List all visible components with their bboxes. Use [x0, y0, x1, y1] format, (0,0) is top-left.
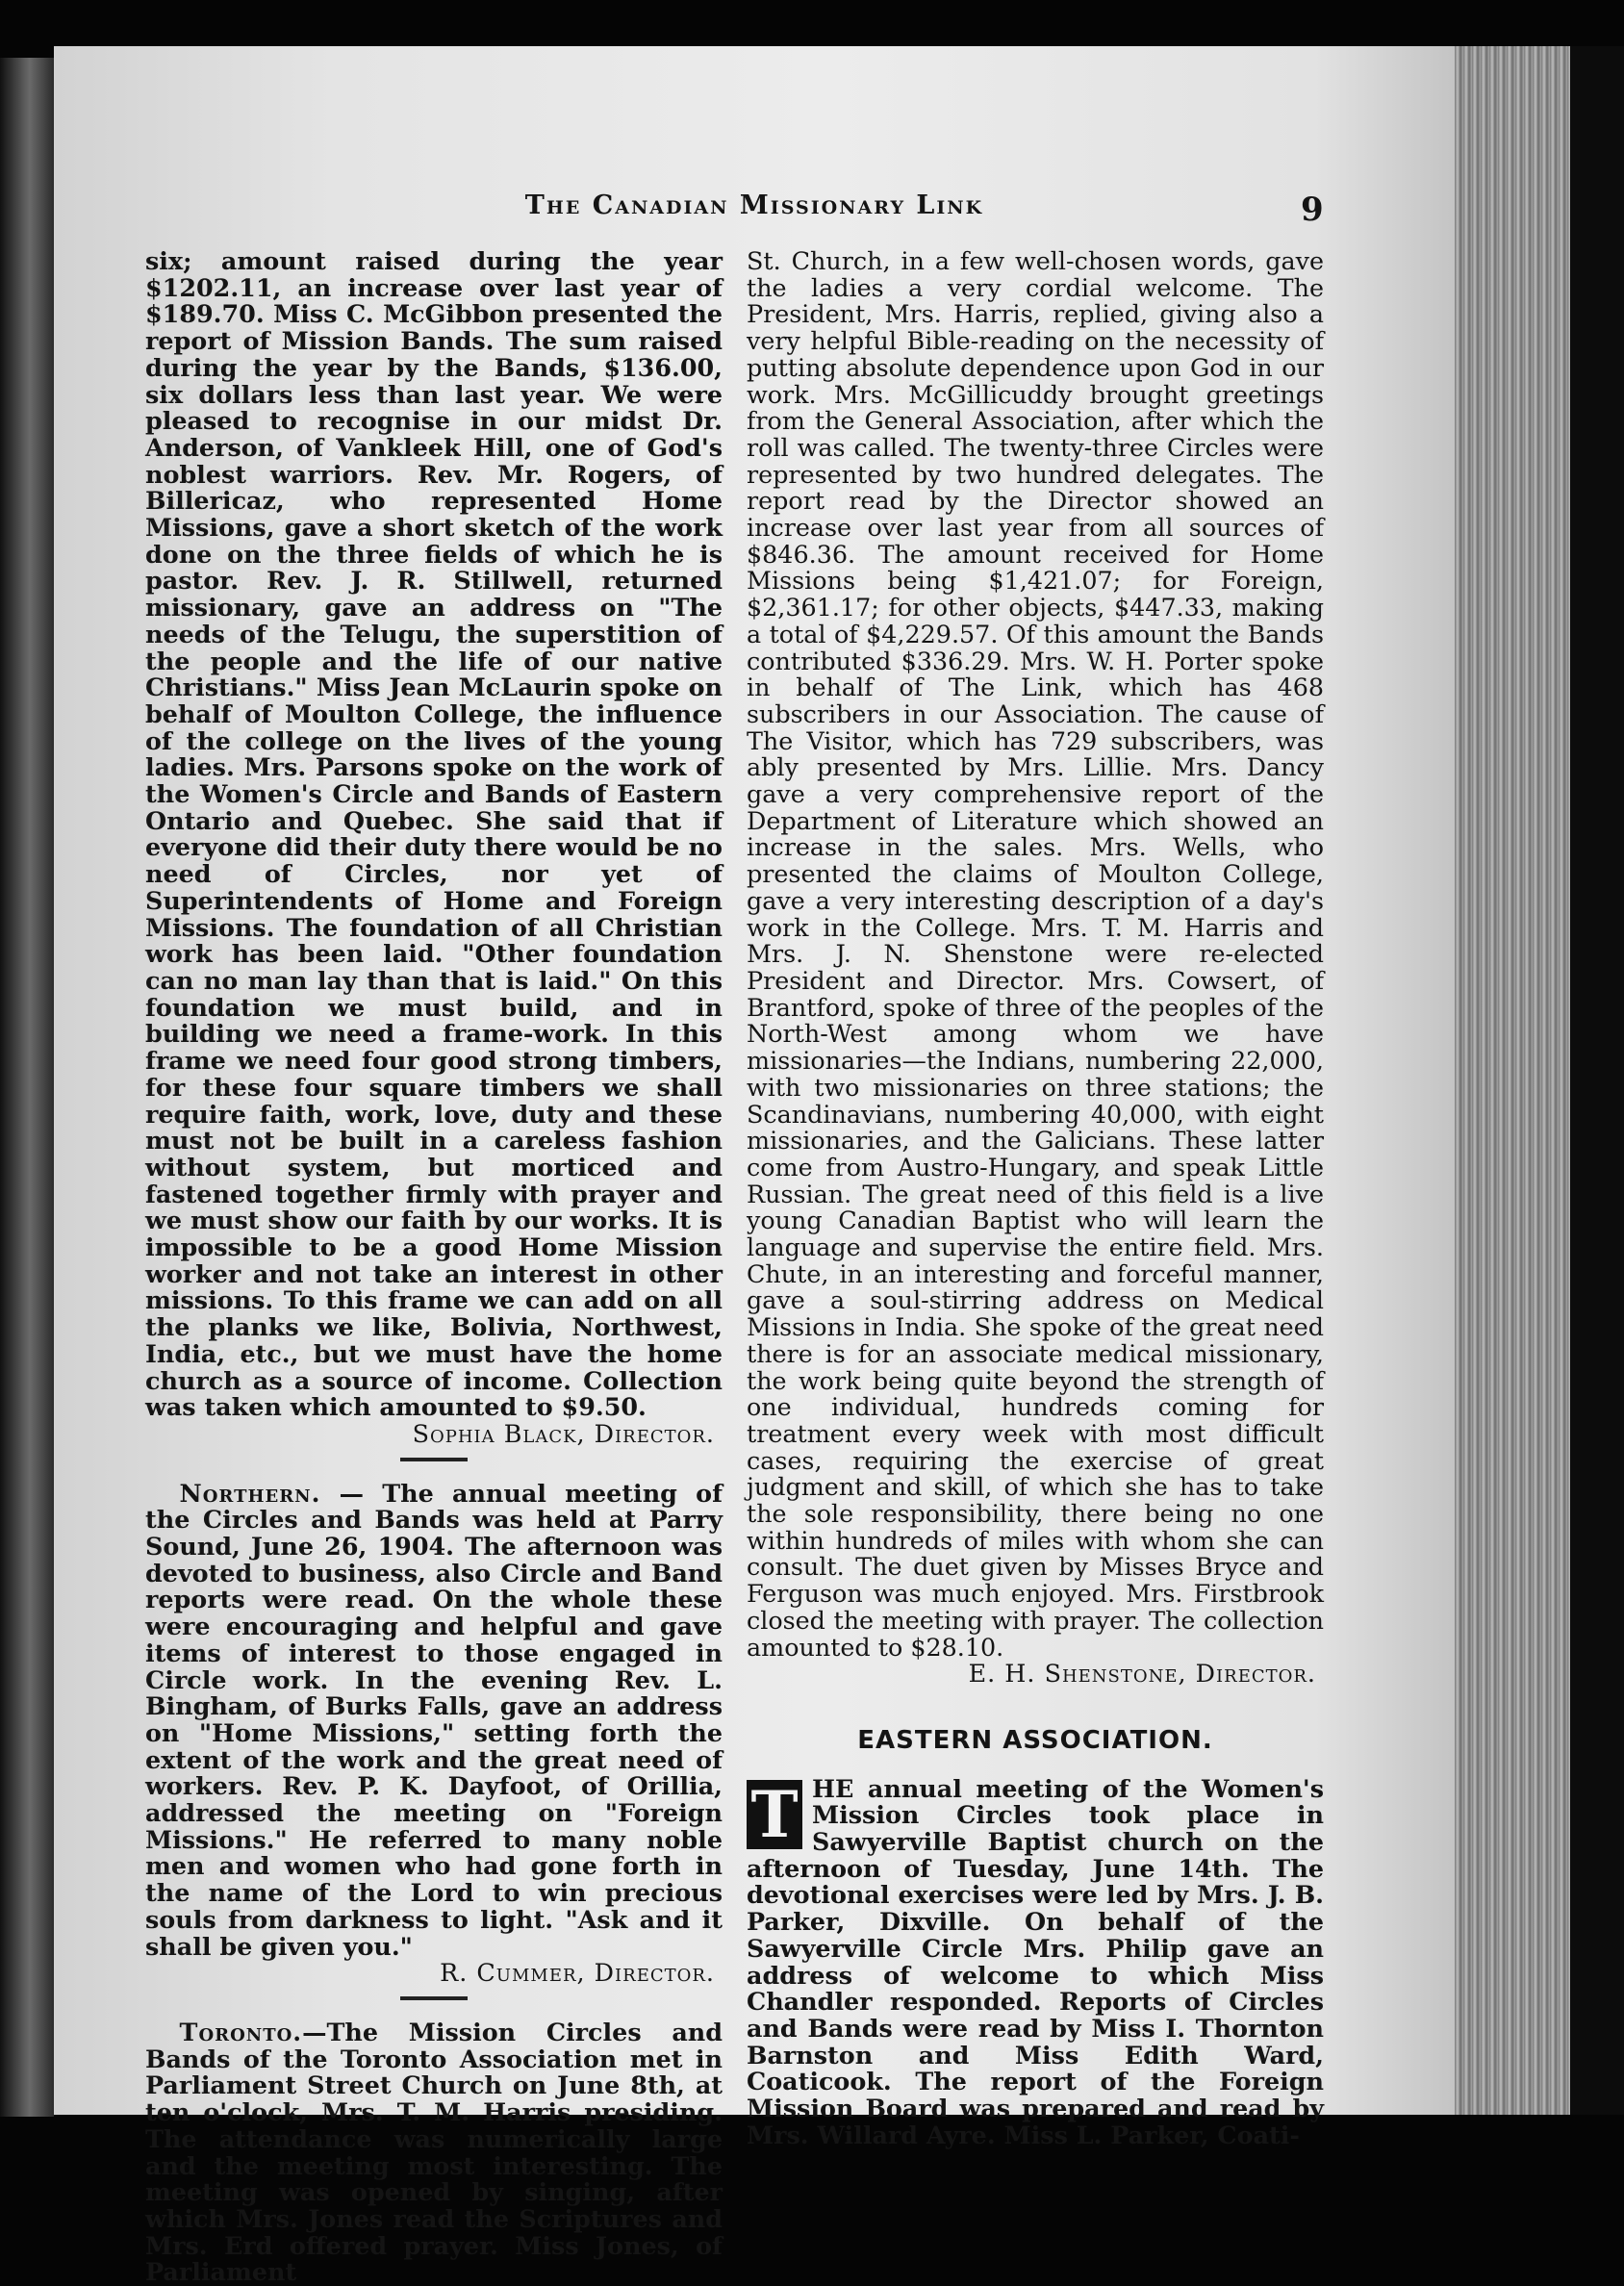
left-column — [145, 248, 723, 2286]
book-page-edges — [1455, 46, 1582, 2115]
signature-text: Sophia Black, Director. — [412, 1418, 715, 1448]
section-divider — [400, 1996, 468, 2000]
northern-text: — The annual meeting of the Circles and Bands was held at Parry Sound, June 26, 1904. The afternoon was devoted to business, also Circle and Band reports were read. On the whole these were encouraging and helpful and gave items of interest to those engaged in Circle work. In the evening Rev. L. Bingham, of Burks Falls, gave an address on "Home Missions," setting forth the extent of the work and the great need of workers. Rev. P. K. Dayfoot, of Orillia, addressed the meeting on "Foreign Missions." He referred to many noble men and women who had gone forth in the name of the Lord to win precious souls from darkness to light. "Ask and it shall be given you." — [145, 1478, 723, 1961]
northern-report-paragraph — [145, 1478, 723, 1961]
drop-cap-letter: T — [747, 1780, 802, 1849]
signature-text: E. H. Shenstone, Director. — [968, 1659, 1316, 1689]
eastern-association-heading: EASTERN ASSOCIATION. — [857, 1725, 1213, 1755]
toronto-continuation-paragraph: St. Church, in a few well-chosen words, gave the ladies a very cordial welcome. The President, Mrs. Harris, replied, giving also a very helpful Bible-reading on the necessity of putting absolute dependence upon God in our work. Mrs. McGillicuddy brought greetings from the General Association, after which the roll was called. The twenty-three Circles were represented by two hundred delegates. The report read by the Director showed an increase over last year from all sources of $846.36. The amount received for Home Missions being $1,421.07; for Foreign, $2,361.17; for other objects, $447.33, making a total of $4,229.57. Of this amount the Bands contributed $336.29. Mrs. W. H. Porter spoke in behalf of The Link, which has 468 subscribers in our Association. The cause of The Visitor, which has 729 subscribers, was ably presented by Mrs. Lillie. Mrs. Dancy gave a very comprehensive report of the Department of Literature which showed an increase in the sales. Mrs. Wells, who presented the claims of Moulton College, gave a very interesting description of a day's work in the College. Mrs. T. M. Harris and Mrs. J. N. Shenstone were re-elected President and Director. Mrs. Cowsert, of Brantford, spoke of three of the peoples of the North-West among whom we have missionaries—the Indians, numbering 22,000, with two missionaries on three stations; the Scandinavians, numbering 40,000, with eight missionaries, and the Galicians. These latter come from Austro-Hungary, and speak Little Russian. The great need of this field is a live young Canadian Baptist who will learn the language and supervise the entire field. Mrs. Chute, in an interesting and forceful manner, gave a soul-stirring address on Medical Missions in India. She spoke of the great need there is for an associate medical missionary, the work being quite beyond the strength of one individual, hundreds coming for treatment every week with most difficult cases, requiring the exercise of great judgment and skill, of which she has to take the sole responsibility, there being no one within hundreds of miles with whom she can consult. The duet given by Misses Bryce and Ferguson was much enjoyed. Mrs. Firstbrook closed the meeting with prayer. The collection amounted to $28.10. — [747, 246, 1324, 1662]
page-number: 9 — [1301, 190, 1324, 229]
signature-text: R. Cummer, Director. — [440, 1958, 715, 1988]
signature-r-cummer — [145, 1960, 723, 1987]
eastern-text: HE annual meeting of the Women's Mission Circles took place in Sawyerville Baptist church on the afternoon of Tuesday, June 14th. The devotional exercises were led by Mrs. J. B. Parker, Dixville. On behalf of the Sawyerville Circle Mrs. Philip gave an address of welcome to which Miss Chandler responded. Reports of Circles and Bands were read by Miss I. Thornton Barnston and Miss Edith Ward, Coaticook. The report of the Foreign Mission Board was prepared and read by Mrs. Willard Ayre. Miss L. Parker, Coati- — [747, 1773, 1324, 2149]
toronto-report-paragraph — [145, 2019, 723, 2286]
right-column — [747, 248, 1324, 2149]
signature-e-h-shenstone — [747, 1661, 1324, 1688]
book-binding-shadow — [1570, 46, 1624, 2115]
report-continuation-paragraph: six; amount raised during the year $1202.11, an increase over last year of $189.70. Miss C. McGibbon presented the report of Mission Bands. The sum raised during the year by the Bands, $136.00, six dollars less than last year. We were pleased to recognise in our midst Dr. Anderson, of Vankleek Hill, one of God's noblest warriors. Rev. Mr. Rogers, of Billericaz, who represented Home Missions, gave a short sketch of the work done on the three fields of which he is pastor. Rev. J. R. Stillwell, returned missionary, gave an address on "The needs of the Telugu, the superstition of the people and the life of our native Christians." Miss Jean McLaurin spoke on behalf of Moulton College, the influence of the college on the lives of the young ladies. Mrs. Parsons spoke on the work of the Women's Circle and Bands of Eastern Ontario and Quebec. She said that if everyone did their duty there would be no need of Circles, nor yet of Superintendents of Home and Foreign Missions. The foundation of all Christian work has been laid. "Other foundation can no man lay than that is laid." On this foundation we must build, and in building we need a frame-work. In this frame we need four good strong timbers, for these four square timbers we shall require faith, work, love, duty and these must not be built in a careless fashion without system, but morticed and fastened together firmly with prayer and we must show our faith by our works. It is impossible to be a good Home Mission worker and not take an interest in other missions. To this frame we can add on all the planks we like, Bolivia, Northwest, India, etc., but we must have the home church as a source of income. Collection was taken which amounted to $9.50. — [145, 246, 723, 1422]
toronto-text: —The Mission Circles and Bands of the Toronto Association met in Parliament Street Church on June 8th, at ten o'clock, Mrs. T. M. Harris presiding. The attendance was numerically large and the meeting most interesting. The meeting was opened by singing, after which Mrs. Jones read the Scriptures and Mrs. Erd offered prayer. Miss Jones, of Parliament — [145, 2018, 723, 2286]
running-title: The Canadian Missionary Link — [524, 190, 984, 220]
toronto-lead: Toronto. — [179, 2018, 303, 2046]
northern-lead: Northern. — [179, 1478, 321, 1508]
section-divider — [400, 1458, 468, 1461]
book-page — [54, 46, 1455, 2286]
signature-sophia-black — [145, 1418, 723, 1448]
facing-page-edge — [0, 58, 54, 2117]
eastern-association-paragraph — [747, 1773, 1324, 2149]
